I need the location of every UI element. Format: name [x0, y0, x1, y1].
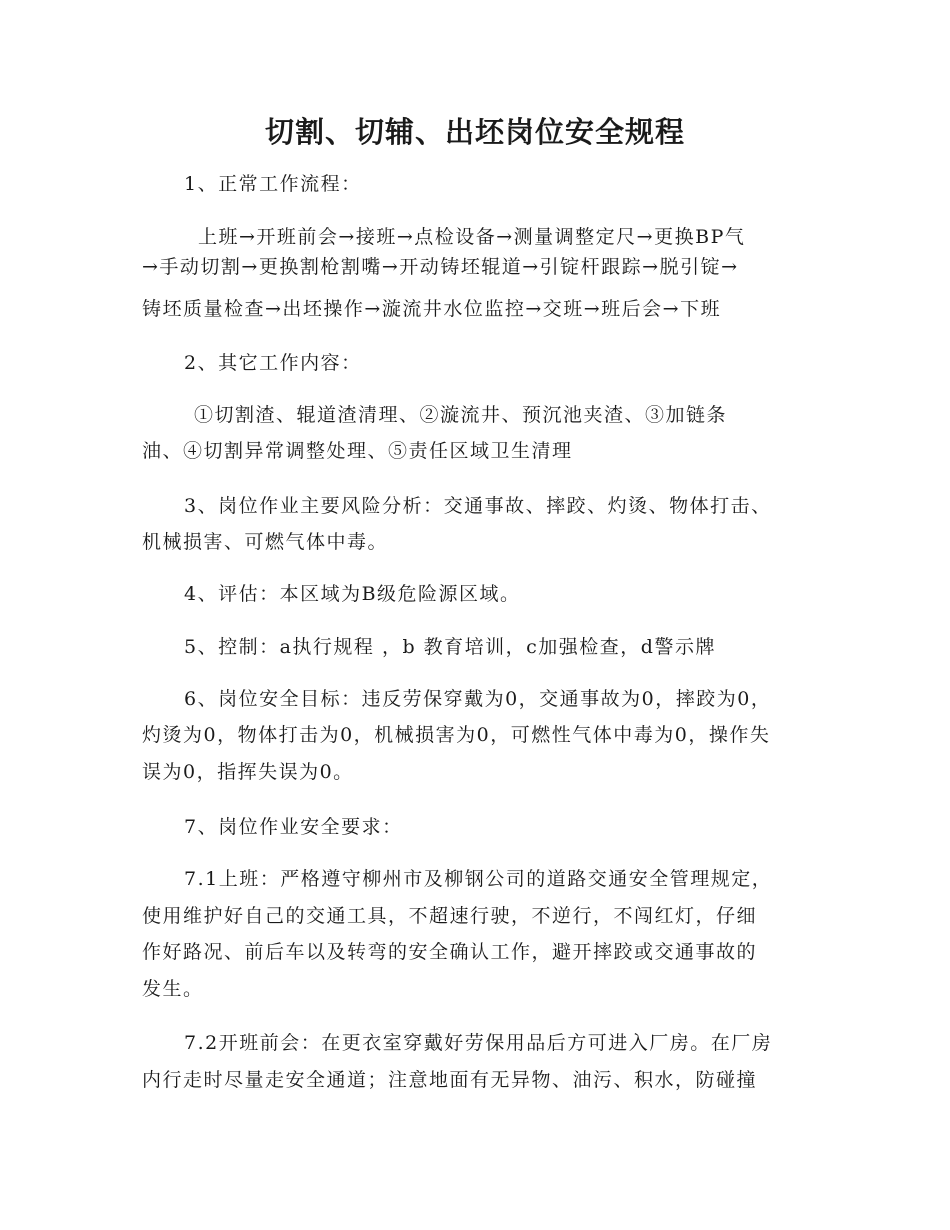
- rule-7-2-line-1: 7.2开班前会：在更衣室穿戴好劳保用品后方可进入厂房。在厂房: [184, 1032, 773, 1054]
- workflow-line-3: 铸坯质量检查→出坯操作→漩流井水位监控→交班→班后会→下班: [142, 298, 722, 320]
- rule-7-2-line-2: 内行走时尽量走安全通道；注意地面有无异物、油污、积水，防碰撞: [142, 1069, 758, 1091]
- other-work-line-2: 油、④切割异常调整处理、⑤责任区域卫生清理: [142, 440, 573, 462]
- safety-target-line-2: 灼烫为0，物体打击为0，机械损害为0，可燃性气体中毒为0，操作失: [142, 724, 771, 746]
- section-7-heading: 7、岗位作业安全要求：: [184, 816, 403, 838]
- rule-7-1-line-2: 使用维护好自己的交通工具，不超速行驶，不逆行，不闯红灯，仔细: [142, 905, 758, 927]
- rule-7-1-line-4: 发生。: [142, 978, 204, 1000]
- document-title: 切割、切辅、出坯岗位安全规程: [264, 115, 685, 149]
- section-1-heading: 1、正常工作流程：: [184, 173, 362, 195]
- safety-target-line-3: 误为0，指挥失误为0。: [142, 761, 354, 783]
- workflow-line-1: 上班→开班前会→接班→点检设备→测量调整定尺→更换BP气: [198, 226, 746, 248]
- risk-analysis-line-2: 机械损害、可燃气体中毒。: [142, 531, 389, 553]
- rule-7-1-line-1: 7.1上班：严格遵守柳州市及柳钢公司的道路交通安全管理规定，: [184, 868, 773, 890]
- section-4-evaluation: 4、评估：本区域为B级危险源区域。: [184, 583, 521, 605]
- other-work-line-1: ①切割渣、辊道渣清理、②漩流井、预沉池夹渣、③加链条: [194, 404, 728, 426]
- section-2-heading: 2、其它工作内容：: [184, 352, 362, 374]
- rule-7-1-line-3: 作好路况、前后车以及转弯的安全确认工作，避开摔跤或交通事故的: [142, 941, 758, 963]
- safety-target-line-1: 6、岗位安全目标：违反劳保穿戴为0，交通事故为0，摔跤为0，: [184, 688, 772, 710]
- workflow-line-2: →手动切割→更换割枪割嘴→开动铸坯辊道→引锭杆跟踪→脱引锭→: [142, 256, 739, 278]
- risk-analysis-line-1: 3、岗位作业主要风险分析：交通事故、摔跤、灼烫、物体打击、: [184, 495, 772, 517]
- section-5-control: 5、控制：a执行规程 ，b 教育培训，c加强检查，d警示牌: [184, 636, 716, 658]
